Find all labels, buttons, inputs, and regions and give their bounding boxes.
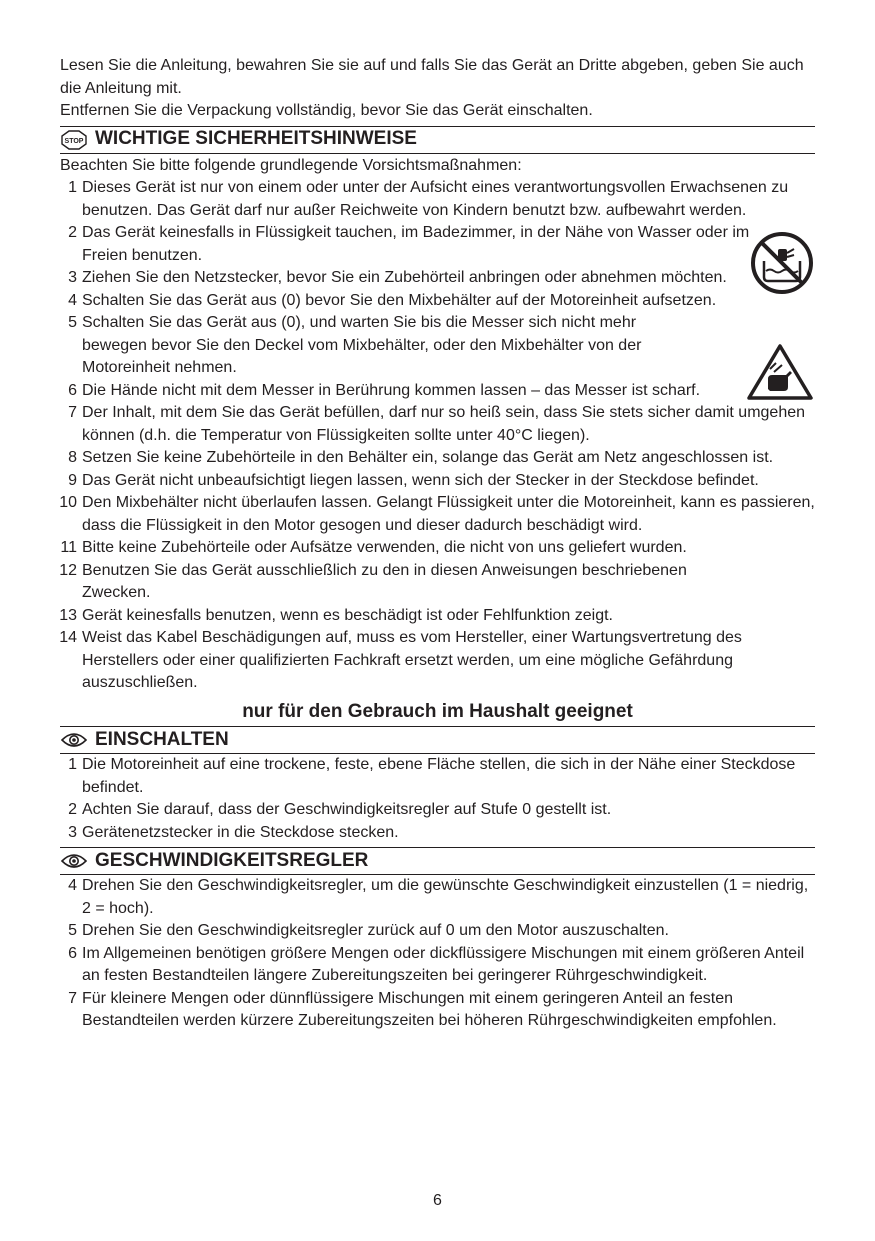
- list-item: 1 Die Motoreinheit auf eine trockene, feste, ebene Fläche stellen, die sich in der Nähe einer Steckdose befindet.: [68, 756, 796, 796]
- household-use-note: nur für den Gebrauch im Haushalt geeignet: [242, 700, 633, 722]
- list-item: 3 Gerätenetzstecker in die Steckdose stecken.: [68, 823, 399, 841]
- switch-on-title: EINSCHALTEN: [95, 728, 229, 750]
- switch-on-list: [60, 754, 815, 844]
- list-item: 4 Drehen Sie den Geschwindigkeitsregler, um die gewünschte Geschwindigkeit einzustellen (1 = niedrig, 2 = hoch).: [68, 877, 809, 917]
- list-item: 7 Der Inhalt, mit dem Sie das Gerät befüllen, darf nur so heiß sein, dass Sie stets sicher damit umgehen können (d.h. die Temperatur von Flüssigkeiten sollte unter 40°C liegen).: [68, 404, 806, 444]
- safety-lead: Beachten Sie bitte folgende grundlegende Vorsichtsmaßnahmen:: [60, 156, 522, 174]
- list-item: 2 Das Gerät keinesfalls in Flüssigkeit tauchen, im Badezimmer, in der Nähe von Wasser oder im Freien benutzen.: [68, 224, 750, 264]
- safety-list: [60, 177, 815, 695]
- eye-icon: [61, 730, 87, 750]
- safety-title: WICHTIGE SICHERHEITSHINWEISE: [95, 128, 417, 150]
- sharp-blade-warning-icon: [746, 343, 814, 409]
- speed-control-heading: [60, 847, 815, 875]
- intro-line-2: Entfernen Sie die Verpackung vollständig, bevor Sie das Gerät einschalten.: [60, 102, 593, 119]
- list-item: 1 Dieses Gerät ist nur von einem oder unter der Aufsicht eines verantwortungsvollen Erwachsenen zu benutzen. Das Gerät darf nur außer Reichweite von Kindern benutzt bzw. aufbewahrt werden.: [68, 179, 789, 219]
- list-item: 5 Schalten Sie das Gerät aus (0), und warten Sie bis die Messer sich nicht mehr bewegen bevor Sie den Deckel vom Mixbehälter, oder den Mixbehälter von der Motoreinheit nehmen.: [68, 314, 642, 376]
- list-item: 9 Das Gerät nicht unbeaufsichtigt liegen lassen, wenn sich der Stecker in der Steckdose befindet.: [68, 471, 759, 489]
- eye-icon: [61, 851, 87, 871]
- intro-line-1: Lesen Sie die Anleitung, bewahren Sie sie auf und falls Sie das Gerät an Dritte abgeben, geben Sie auch die Anleitung mit.: [60, 57, 804, 97]
- list-item: 7 Für kleinere Mengen oder dünnflüssigere Mischungen mit einem geringeren Anteil an festen Bestandteilen werden kürzere Zubereitungszeiten bei höheren Rührgeschwindigkeiten empfohlen.: [68, 989, 777, 1029]
- safety-heading: [60, 126, 815, 154]
- list-item: 3 Ziehen Sie den Netzstecker, bevor Sie ein Zubehörteil anbringen oder abnehmen möchten.: [68, 269, 727, 286]
- page-number: 6: [433, 1192, 442, 1209]
- svg-text:STOP: STOP: [64, 137, 84, 145]
- speed-control-list: [60, 875, 815, 1033]
- list-item: 10 Den Mixbehälter nicht überlaufen lassen. Gelangt Flüssigkeit unter die Motoreinheit, kann es passieren, dass die Flüssigkeit in den Motor gesogen und dieser dadurch beschädigt wird.: [59, 494, 815, 534]
- list-item: 11 Bitte keine Zubehörteile oder Aufsätze verwenden, die nicht von uns geliefert wurden.: [60, 539, 687, 556]
- list-item: 5 Drehen Sie den Geschwindigkeitsregler zurück auf 0 um den Motor auszuschalten.: [68, 922, 669, 939]
- list-item: 8 Setzen Sie keine Zubehörteile in den Behälter ein, solange das Gerät am Netz angeschlossen ist.: [68, 449, 774, 466]
- list-item: 2 Achten Sie darauf, dass der Geschwindigkeitsregler auf Stufe 0 gestellt ist.: [68, 801, 612, 818]
- no-water-immersion-icon: [750, 231, 814, 303]
- speed-control-title: GESCHWINDIGKEITSREGLER: [95, 849, 369, 871]
- list-item: 14 Weist das Kabel Beschädigungen auf, muss es vom Hersteller, einer Wartungsvertretung des Herstellers oder einer qualifizierten Fachkraft ersetzt werden, um eine mögliche Gefährdung auszuschließen.: [59, 629, 742, 691]
- switch-on-heading: [60, 726, 815, 754]
- list-item: 6 Die Hände nicht mit dem Messer in Berührung kommen lassen – das Messer ist scharf.: [68, 381, 701, 399]
- stop-sign-icon: [61, 130, 87, 150]
- list-item: 4 Schalten Sie das Gerät aus (0) bevor Sie den Mixbehälter auf der Motoreinheit aufsetzen.: [68, 291, 717, 309]
- intro: [60, 55, 815, 123]
- list-item: 13 Gerät keinesfalls benutzen, wenn es beschädigt ist oder Fehlfunktion zeigt.: [59, 606, 613, 624]
- document-page: [60, 55, 815, 1033]
- list-item: 12 Benutzen Sie das Gerät ausschließlich zu den in diesen Anweisungen beschriebenen Zwecken.: [59, 561, 687, 601]
- list-item: 6 Im Allgemeinen benötigen größere Mengen oder dickflüssigere Mischungen mit einem größeren Anteil an festen Bestandteilen längere Zubereitungszeiten bei geringerer Rührgeschwindigkeit.: [68, 944, 805, 984]
